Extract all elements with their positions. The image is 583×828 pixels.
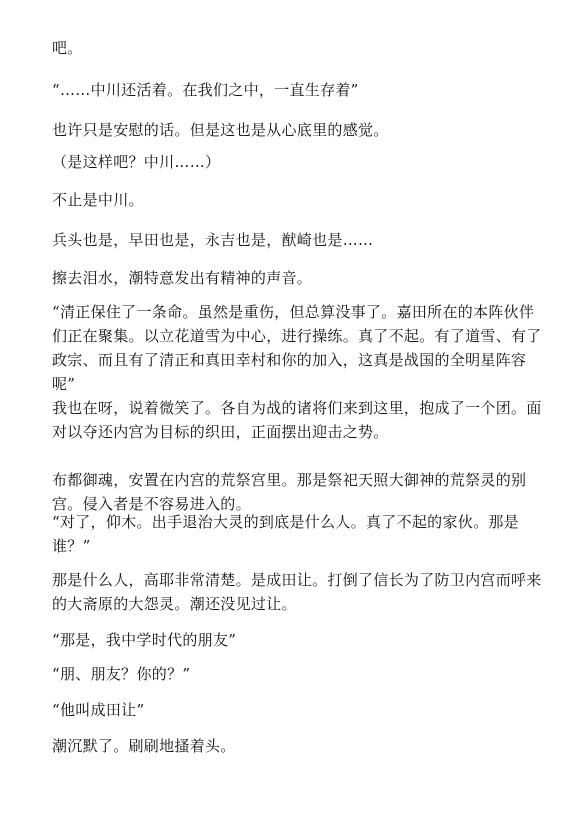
paragraph-1: 吧。 <box>52 39 83 57</box>
paragraph-3: 也许只是安慰的话。但是这也是从心底里的感觉。 <box>52 121 389 139</box>
paragraph-2: “……中川还活着。在我们之中，一直生存着” <box>52 81 359 99</box>
paragraph-6: 兵头也是，早田也是，永吉也是，猷崎也是…… <box>52 231 374 249</box>
paragraph-4: （是这样吧？中川……） <box>52 153 221 171</box>
paragraph-14: “朋、朋友？你的？” <box>52 665 191 683</box>
paragraph-9: 我也在呀，说着微笑了。各自为战的诸将们来到这里，抱成了一个团。面对以夺还内宫为目标的织田，正面摆出迎击之势。 <box>52 399 542 441</box>
paragraph-8: “清正保住了一条命。虽然是重伤，但总算没事了。嘉田所在的本阵伙伴们正在聚集。以立花道雪为中心，进行操练。真了不起。有了道雪、有了政宗、而且有了清正和真田幸村和你的加入，这真是战国的全明星阵容呢” <box>52 303 542 393</box>
paragraph-11: “对了，仰木。出手退治大灵的到底是什么人。真了不起的家伙。那是谁？” <box>52 513 519 555</box>
paragraph-7: 擦去泪水，潮特意发出有精神的声音。 <box>52 269 313 287</box>
paragraph-15: “他叫成田让” <box>52 701 145 719</box>
paragraph-5: 不止是中川。 <box>52 191 144 209</box>
paragraph-16: 潮沉默了。刷刷地搔着头。 <box>52 737 236 755</box>
paragraph-13: “那是，我中学时代的朋友” <box>52 631 237 649</box>
paragraph-12: 那是什么人，高耶非常清楚。是成田让。打倒了信长为了防卫内宫而呼来的大斋原的大怨灵。潮还没见过让。 <box>52 571 542 613</box>
paragraph-10: 布都御魂，安置在内宫的荒祭宫里。那是祭祀天照大御神的荒祭灵的别宫。侵入者是不容易进入的。 <box>52 471 527 513</box>
